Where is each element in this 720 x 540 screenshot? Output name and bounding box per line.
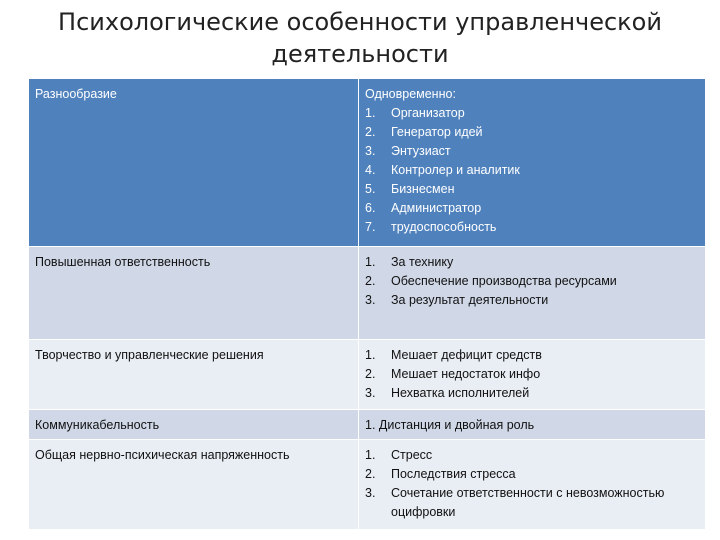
item-text: Контролер и аналитик	[391, 163, 520, 177]
numbered-list	[365, 253, 699, 310]
item-text: Организатор	[391, 106, 465, 120]
list-item	[365, 446, 699, 465]
list-item	[365, 161, 699, 180]
row-label: Коммуникабельность	[29, 410, 359, 440]
list-item	[365, 384, 699, 403]
item-text: Нехватка исполнителей	[391, 386, 530, 400]
item-text: Мешает дефицит средств	[391, 348, 542, 362]
row-content: 1. Дистанция и двойная роль	[359, 410, 706, 440]
list-item	[365, 291, 699, 310]
list-item	[365, 180, 699, 199]
list-item	[365, 142, 699, 161]
item-number: 2.	[365, 467, 376, 481]
item-number: 1.	[365, 448, 376, 462]
item-number: 3.	[365, 144, 376, 158]
item-number: 3.	[365, 486, 376, 500]
list-item	[365, 465, 699, 484]
list-item	[365, 123, 699, 142]
table-row	[29, 79, 706, 247]
item-number: 2.	[365, 274, 376, 288]
item-number: 6.	[365, 201, 376, 215]
list-item	[365, 218, 699, 237]
row-content	[359, 340, 706, 410]
numbered-list	[365, 346, 699, 403]
table-row	[29, 340, 706, 410]
item-number: 1.	[365, 255, 376, 269]
item-text: За результат деятельности	[391, 293, 549, 307]
item-text: Стресс	[391, 448, 433, 462]
list-item	[365, 199, 699, 218]
row-label: Общая нервно-психическая напряженность	[29, 440, 359, 530]
item-text: За технику	[391, 255, 454, 269]
list-item	[365, 104, 699, 123]
table-row	[29, 410, 706, 440]
page-title: Психологические особенности управленческой деятельности	[58, 8, 662, 68]
item-text: Последствия стресса	[391, 467, 516, 481]
item-number: 4.	[365, 163, 376, 177]
numbered-list	[365, 446, 699, 522]
table-row	[29, 440, 706, 530]
row-content	[359, 247, 706, 340]
list-item	[365, 365, 699, 384]
row-label: Творчество и управленческие решения	[29, 340, 359, 410]
row-content	[359, 440, 706, 530]
item-number: 7.	[365, 220, 376, 234]
item-number: 1.	[365, 106, 376, 120]
item-number: 2.	[365, 125, 376, 139]
item-text: трудоспособность	[391, 220, 497, 234]
item-number: 3.	[365, 293, 376, 307]
row-label: Разнообразие	[29, 79, 359, 247]
list-item	[365, 346, 699, 365]
item-text: Бизнесмен	[391, 182, 455, 196]
item-text: Обеспечение производства ресурсами	[391, 274, 617, 288]
item-text: Сочетание ответственности с невозможностью оцифровки	[391, 486, 665, 519]
features-table	[28, 78, 706, 530]
item-number: 3.	[365, 386, 376, 400]
item-text: Администратор	[391, 201, 482, 215]
item-text: Энтузиаст	[391, 144, 451, 158]
item-number: 5.	[365, 182, 376, 196]
item-text: Генератор идей	[391, 125, 483, 139]
numbered-list	[365, 104, 699, 237]
table-row	[29, 247, 706, 340]
list-item	[365, 272, 699, 291]
list-item	[365, 253, 699, 272]
row-label: Повышенная ответственность	[29, 247, 359, 340]
list-item	[365, 484, 699, 522]
item-text: Мешает недостаток инфо	[391, 367, 541, 381]
row-content	[359, 79, 706, 247]
list-intro: Одновременно:	[365, 87, 456, 101]
item-number: 1.	[365, 348, 376, 362]
item-number: 2.	[365, 367, 376, 381]
